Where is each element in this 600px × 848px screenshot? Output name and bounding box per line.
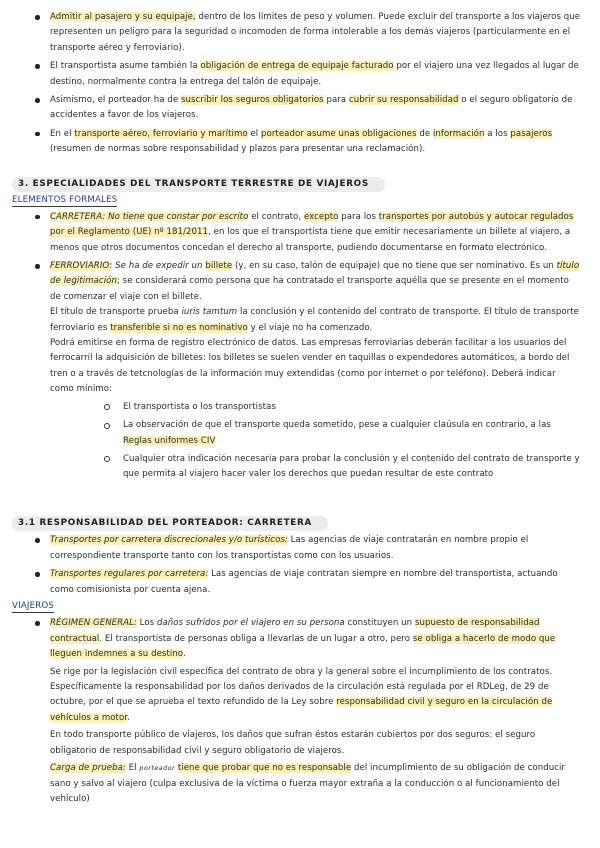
section-3-1 (0, 516, 600, 807)
list-item: La observación de que el transporte queda sometido, pese a cualquier claúsula en contrario, a las Reglas uniformes CIV (0, 418, 600, 449)
section-3 (0, 177, 600, 483)
list-item: Transportes por carretera discrecionales y/o turísticos: Las agencias de viaje contratarán en nombre propio el correspondiente transporte tanto con los transportistas como con los usuarios. (0, 533, 600, 564)
paragraph: Podrá emitirse en forma de registro electrónico de datos. Las empresas ferroviarias deberán facilitar a los usuarios del ferrocarril la adquisición de billetes: los billetes se suelen vender en taquillas o expendedores automáticos, a bordo del tren o a través de tetcnologías de la información muy extendidas (como por internet o por teléfono). Deberá indicar como mínimo: (50, 338, 570, 395)
subheading-elementos-formales: ELEMENTOS FORMALES (12, 195, 118, 206)
list-item-regimen-general: RÉGIMEN GENERAL: Los daños sufridos por el viajero en su persona constituyen un supuesto de responsabilidad contractual. El transportista de personas obliga a llevarlas de un lugar a otro, pero se obliga a hacerlo de modo que lleguen indemnes a su destino. (0, 616, 600, 662)
subheading-viajeros: VIAJEROS (12, 601, 55, 612)
paragraph: Se rige por la legislación civil específica del contrato de obra y la general sobre el incumplimiento de los contratos. Específicamente la responsabilidad por los daños derivados de la circulación está regulada por el RDLeg, de 29 de octubre, por el que se aprueba el texto refundido de la Ley sobre responsabilidad civil y seguro en la circulación de vehículos a motor. (50, 666, 553, 723)
list-item: Transportes regulares por carretera: Las agencias de viaje contratan siempre en nombre del transportista, actuando como comisionista por cuenta ajena. (0, 567, 600, 598)
list-item: Admitir al pasajero y su equipaje, dentro de los límites de peso y volumen. Puede excluir del transporte a los viajeros que representen un peligro para la seguridad o incomoden de forma intolerable a los demás viajeros (particularmente en el transporte aéreo y ferroviario). (0, 10, 600, 56)
list-item: En el transporte aéreo, ferroviario y marítimo el porteador asume unas obligaciones de información a los pasajeros (resumen de normas sobre responsabilidad y plazos para presentar una reclamación). (0, 127, 600, 158)
list-item: El transportista asume también la obligación de entrega de equipaje facturado por el viajero una vez llegados al lugar de destino, normalmente contra la entrega del talón de equipaje. (0, 59, 600, 90)
list-item: Cualquier otra indicación necesaria para probar la conclusión y el contenido del contrato de transporte y que permita al viajero hacer valer los derechos que puedan resultar de este contrato (0, 452, 600, 483)
list-item: El transportista o los transportistas (0, 400, 600, 415)
list-item-ferroviario: FERROVIARIO: Se ha de expedir un billete (y, en su caso, talón de equipaje) que no tiene que ser nominativo. Es un título de legitimación; se considerará como persona que ha contratado el transporte aquélla que se presente en el momento de comenzar el viaje con el billete. (0, 259, 600, 305)
paragraph: El título de transporte prueba iuris tamtum la conclusión y el contenido del contrato de transporte. El título de transporte ferroviario es transferible si no es nominativo y el viaje no ha comenzado. (50, 307, 579, 333)
list-item: Asimismo, el porteador ha de suscribir los seguros obligatorios para cubrir su responsabilidad o el seguro obligatorio de accidentes a favor de los viajeros. (0, 93, 600, 124)
section-heading: 3. ESPECIALIDADES DEL TRANSPORTE TERRESTRE DE VIAJEROS (12, 177, 385, 192)
paragraph-carga-prueba: Carga de prueba: El porteador tiene que probar que no es responsable del incumplimiento de su obligación de conducir sano y salvo al viajero (culpa exclusiva de la víctima o fuerza mayor extraña a la conducción o al funcionamiento del vehículo) (50, 763, 566, 804)
paragraph: En todo transporte público de viajeros, los daños que sufran éstos estarán cubiertos por dos seguros: el seguro obligatorio de responsabilidad civil y seguro obligatorio de viajeros. (50, 730, 536, 756)
section-heading: 3.1 RESPONSABILIDAD DEL PORTEADOR: CARRETERA (12, 516, 328, 531)
list-item-carretera: CARRETERA: No tiene que constar por escrito el contrato, excepto para los transportes por autobús y autocar regulados por el Reglamento (UE) nº 181/2011, en los que el transportista tiene que emitir necesariamente un billete al viajero, a menos que otros documentos concedan el derecho al transporte, pudiendo documentarse en formato electrónico. (0, 210, 600, 256)
intro-bullet-list (0, 10, 600, 158)
